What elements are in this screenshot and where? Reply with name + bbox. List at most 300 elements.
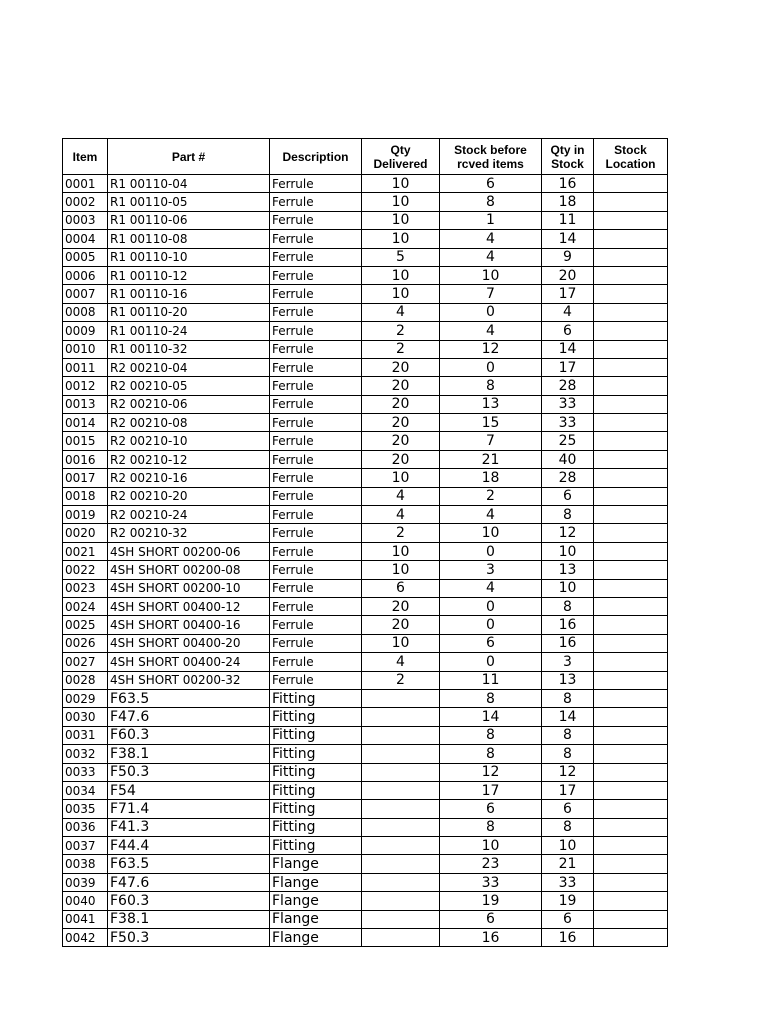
cell-qty-delivered (362, 800, 440, 818)
table-row (63, 910, 668, 928)
cell-item: 0039 (63, 873, 108, 891)
cell-qty-delivered: 20 (362, 395, 440, 413)
cell-stock-location (594, 432, 668, 450)
cell-stock-location (594, 929, 668, 947)
table-row (63, 322, 668, 340)
cell-description: Fitting (270, 726, 362, 744)
cell-qty-in-stock: 11 (542, 211, 594, 229)
cell-stock-before: 1 (440, 211, 542, 229)
cell-qty-in-stock: 33 (542, 873, 594, 891)
cell-part-number: F44.4 (108, 837, 270, 855)
cell-stock-location (594, 487, 668, 505)
cell-part-number: F54 (108, 781, 270, 799)
table-row (63, 763, 668, 781)
inventory-table (62, 138, 668, 947)
cell-item: 0009 (63, 322, 108, 340)
cell-qty-in-stock: 33 (542, 414, 594, 432)
cell-stock-location (594, 781, 668, 799)
header-stock-before: Stock before rcved items (440, 139, 542, 175)
table-row (63, 616, 668, 634)
cell-qty-delivered (362, 910, 440, 928)
cell-qty-in-stock: 6 (542, 800, 594, 818)
cell-part-number: F41.3 (108, 818, 270, 836)
cell-item: 0033 (63, 763, 108, 781)
cell-description: Fitting (270, 745, 362, 763)
cell-qty-in-stock: 33 (542, 395, 594, 413)
cell-stock-location (594, 837, 668, 855)
cell-stock-before: 3 (440, 561, 542, 579)
cell-item: 0012 (63, 377, 108, 395)
cell-description: Flange (270, 910, 362, 928)
cell-qty-delivered: 4 (362, 506, 440, 524)
cell-stock-location (594, 579, 668, 597)
cell-qty-delivered (362, 929, 440, 947)
cell-stock-before: 6 (440, 910, 542, 928)
cell-part-number: F38.1 (108, 910, 270, 928)
table-row (63, 800, 668, 818)
cell-item: 0013 (63, 395, 108, 413)
cell-description: Fitting (270, 818, 362, 836)
cell-part-number: R1 00110-24 (108, 322, 270, 340)
cell-stock-before: 13 (440, 395, 542, 413)
cell-description: Ferrule (270, 561, 362, 579)
table-row (63, 542, 668, 560)
cell-qty-in-stock: 14 (542, 708, 594, 726)
cell-stock-before: 10 (440, 837, 542, 855)
cell-qty-in-stock: 40 (542, 450, 594, 468)
cell-stock-before: 12 (440, 763, 542, 781)
table-row (63, 432, 668, 450)
cell-stock-location (594, 450, 668, 468)
cell-part-number: R2 00210-08 (108, 414, 270, 432)
cell-part-number: F47.6 (108, 873, 270, 891)
table-row (63, 745, 668, 763)
table-row (63, 708, 668, 726)
table-row (63, 929, 668, 947)
cell-qty-in-stock: 16 (542, 929, 594, 947)
cell-item: 0029 (63, 689, 108, 707)
table-row (63, 340, 668, 358)
cell-qty-in-stock: 18 (542, 193, 594, 211)
cell-qty-delivered: 10 (362, 469, 440, 487)
cell-description: Ferrule (270, 248, 362, 266)
table-row (63, 193, 668, 211)
cell-qty-in-stock: 16 (542, 175, 594, 193)
cell-item: 0024 (63, 597, 108, 615)
cell-stock-before: 0 (440, 616, 542, 634)
cell-qty-delivered: 4 (362, 487, 440, 505)
cell-part-number: R1 00110-10 (108, 248, 270, 266)
cell-description: Ferrule (270, 597, 362, 615)
cell-part-number: 4SH SHORT 00400-16 (108, 616, 270, 634)
cell-description: Flange (270, 892, 362, 910)
table-row (63, 671, 668, 689)
cell-qty-delivered: 10 (362, 266, 440, 284)
cell-qty-in-stock: 13 (542, 561, 594, 579)
table-row (63, 634, 668, 652)
cell-part-number: 4SH SHORT 00400-12 (108, 597, 270, 615)
table-row (63, 726, 668, 744)
cell-qty-delivered (362, 726, 440, 744)
cell-qty-delivered: 2 (362, 322, 440, 340)
table-row (63, 285, 668, 303)
cell-stock-location (594, 708, 668, 726)
cell-stock-location (594, 800, 668, 818)
cell-stock-location (594, 211, 668, 229)
cell-qty-delivered (362, 708, 440, 726)
table-row (63, 303, 668, 321)
cell-stock-location (594, 414, 668, 432)
table-row (63, 892, 668, 910)
header-part-number: Part # (108, 139, 270, 175)
cell-qty-in-stock: 4 (542, 303, 594, 321)
cell-stock-before: 4 (440, 579, 542, 597)
cell-stock-location (594, 377, 668, 395)
cell-stock-before: 11 (440, 671, 542, 689)
cell-item: 0028 (63, 671, 108, 689)
table-body (63, 175, 668, 947)
cell-stock-location (594, 266, 668, 284)
cell-qty-delivered: 10 (362, 542, 440, 560)
cell-part-number: F63.5 (108, 689, 270, 707)
cell-stock-before: 8 (440, 726, 542, 744)
cell-stock-before: 10 (440, 266, 542, 284)
cell-qty-in-stock: 12 (542, 524, 594, 542)
cell-stock-before: 33 (440, 873, 542, 891)
cell-stock-location (594, 892, 668, 910)
cell-qty-delivered (362, 818, 440, 836)
cell-description: Ferrule (270, 377, 362, 395)
cell-stock-before: 8 (440, 745, 542, 763)
cell-stock-location (594, 763, 668, 781)
cell-description: Ferrule (270, 414, 362, 432)
cell-item: 0026 (63, 634, 108, 652)
cell-stock-location (594, 561, 668, 579)
cell-item: 0002 (63, 193, 108, 211)
cell-part-number: R2 00210-04 (108, 358, 270, 376)
cell-stock-location (594, 285, 668, 303)
cell-stock-before: 10 (440, 524, 542, 542)
cell-qty-in-stock: 14 (542, 230, 594, 248)
cell-qty-delivered: 6 (362, 579, 440, 597)
cell-stock-location (594, 340, 668, 358)
cell-part-number: F63.5 (108, 855, 270, 873)
cell-item: 0004 (63, 230, 108, 248)
cell-part-number: F60.3 (108, 726, 270, 744)
cell-part-number: F50.3 (108, 929, 270, 947)
cell-stock-before: 15 (440, 414, 542, 432)
cell-description: Flange (270, 929, 362, 947)
cell-stock-location (594, 175, 668, 193)
cell-item: 0006 (63, 266, 108, 284)
cell-qty-delivered (362, 892, 440, 910)
cell-part-number: R1 00110-04 (108, 175, 270, 193)
cell-qty-delivered: 10 (362, 230, 440, 248)
cell-qty-delivered (362, 855, 440, 873)
cell-description: Ferrule (270, 671, 362, 689)
table-row (63, 781, 668, 799)
cell-qty-delivered (362, 763, 440, 781)
cell-description: Ferrule (270, 524, 362, 542)
cell-part-number: 4SH SHORT 00200-06 (108, 542, 270, 560)
table-row (63, 506, 668, 524)
cell-stock-location (594, 469, 668, 487)
cell-description: Ferrule (270, 634, 362, 652)
cell-qty-delivered (362, 745, 440, 763)
cell-qty-in-stock: 6 (542, 910, 594, 928)
cell-stock-location (594, 524, 668, 542)
cell-part-number: R2 00210-20 (108, 487, 270, 505)
cell-qty-in-stock: 25 (542, 432, 594, 450)
cell-description: Ferrule (270, 653, 362, 671)
cell-item: 0018 (63, 487, 108, 505)
cell-description: Ferrule (270, 358, 362, 376)
cell-description: Ferrule (270, 266, 362, 284)
cell-qty-delivered: 20 (362, 358, 440, 376)
cell-part-number: R2 00210-12 (108, 450, 270, 468)
table-header (63, 139, 668, 175)
table-row (63, 653, 668, 671)
cell-part-number: R2 00210-10 (108, 432, 270, 450)
cell-stock-location (594, 873, 668, 891)
cell-qty-delivered: 2 (362, 340, 440, 358)
cell-stock-before: 23 (440, 855, 542, 873)
cell-item: 0041 (63, 910, 108, 928)
cell-qty-in-stock: 17 (542, 781, 594, 799)
cell-description: Fitting (270, 800, 362, 818)
table-row (63, 266, 668, 284)
cell-stock-before: 14 (440, 708, 542, 726)
cell-item: 0005 (63, 248, 108, 266)
table-row (63, 377, 668, 395)
cell-part-number: F71.4 (108, 800, 270, 818)
table-row (63, 211, 668, 229)
cell-stock-before: 12 (440, 340, 542, 358)
table-row (63, 414, 668, 432)
cell-stock-location (594, 542, 668, 560)
cell-qty-in-stock: 9 (542, 248, 594, 266)
cell-item: 0007 (63, 285, 108, 303)
cell-part-number: F38.1 (108, 745, 270, 763)
cell-item: 0036 (63, 818, 108, 836)
cell-description: Ferrule (270, 395, 362, 413)
cell-stock-before: 0 (440, 597, 542, 615)
cell-item: 0010 (63, 340, 108, 358)
cell-qty-delivered: 20 (362, 450, 440, 468)
cell-description: Fitting (270, 708, 362, 726)
cell-qty-delivered: 4 (362, 303, 440, 321)
cell-qty-in-stock: 8 (542, 745, 594, 763)
cell-stock-before: 6 (440, 634, 542, 652)
cell-part-number: R2 00210-24 (108, 506, 270, 524)
cell-qty-in-stock: 14 (542, 340, 594, 358)
cell-qty-in-stock: 28 (542, 469, 594, 487)
cell-stock-location (594, 689, 668, 707)
cell-description: Ferrule (270, 432, 362, 450)
cell-qty-in-stock: 10 (542, 542, 594, 560)
cell-description: Ferrule (270, 285, 362, 303)
cell-qty-delivered: 10 (362, 285, 440, 303)
cell-description: Ferrule (270, 469, 362, 487)
cell-stock-before: 0 (440, 358, 542, 376)
cell-qty-in-stock: 8 (542, 818, 594, 836)
cell-qty-in-stock: 19 (542, 892, 594, 910)
cell-stock-before: 16 (440, 929, 542, 947)
table-row (63, 855, 668, 873)
header-qty-in-stock: Qty in Stock (542, 139, 594, 175)
cell-qty-in-stock: 17 (542, 285, 594, 303)
cell-qty-in-stock: 28 (542, 377, 594, 395)
table-row (63, 175, 668, 193)
cell-part-number: 4SH SHORT 00200-08 (108, 561, 270, 579)
header-item: Item (63, 139, 108, 175)
cell-stock-before: 8 (440, 818, 542, 836)
cell-stock-before: 0 (440, 542, 542, 560)
cell-stock-before: 4 (440, 506, 542, 524)
cell-qty-delivered: 10 (362, 193, 440, 211)
cell-item: 0016 (63, 450, 108, 468)
cell-stock-location (594, 248, 668, 266)
cell-qty-delivered: 20 (362, 616, 440, 634)
cell-item: 0008 (63, 303, 108, 321)
cell-stock-location (594, 597, 668, 615)
cell-stock-location (594, 230, 668, 248)
cell-qty-delivered: 2 (362, 524, 440, 542)
cell-stock-before: 19 (440, 892, 542, 910)
cell-qty-in-stock: 6 (542, 487, 594, 505)
cell-part-number: 4SH SHORT 00400-20 (108, 634, 270, 652)
table-row (63, 837, 668, 855)
cell-part-number: R1 00110-12 (108, 266, 270, 284)
cell-stock-location (594, 193, 668, 211)
cell-item: 0032 (63, 745, 108, 763)
cell-description: Ferrule (270, 303, 362, 321)
cell-part-number: R2 00210-32 (108, 524, 270, 542)
cell-stock-before: 6 (440, 175, 542, 193)
cell-qty-in-stock: 8 (542, 689, 594, 707)
cell-stock-before: 17 (440, 781, 542, 799)
cell-qty-in-stock: 16 (542, 616, 594, 634)
cell-qty-delivered: 4 (362, 653, 440, 671)
table-row (63, 689, 668, 707)
cell-item: 0022 (63, 561, 108, 579)
cell-item: 0014 (63, 414, 108, 432)
cell-stock-location (594, 818, 668, 836)
cell-item: 0001 (63, 175, 108, 193)
cell-part-number: R2 00210-06 (108, 395, 270, 413)
cell-part-number: R2 00210-05 (108, 377, 270, 395)
cell-description: Ferrule (270, 340, 362, 358)
cell-item: 0025 (63, 616, 108, 634)
cell-qty-delivered (362, 689, 440, 707)
cell-description: Ferrule (270, 542, 362, 560)
cell-description: Fitting (270, 781, 362, 799)
cell-qty-in-stock: 20 (542, 266, 594, 284)
table-row (63, 395, 668, 413)
cell-stock-location (594, 726, 668, 744)
cell-stock-location (594, 322, 668, 340)
cell-stock-before: 7 (440, 432, 542, 450)
cell-stock-before: 4 (440, 322, 542, 340)
cell-qty-delivered (362, 781, 440, 799)
cell-qty-in-stock: 8 (542, 726, 594, 744)
cell-item: 0017 (63, 469, 108, 487)
cell-part-number: 4SH SHORT 00200-32 (108, 671, 270, 689)
cell-qty-delivered: 20 (362, 414, 440, 432)
table-row (63, 230, 668, 248)
cell-qty-delivered: 2 (362, 671, 440, 689)
cell-qty-delivered: 10 (362, 634, 440, 652)
cell-description: Ferrule (270, 506, 362, 524)
cell-item: 0019 (63, 506, 108, 524)
cell-qty-in-stock: 6 (542, 322, 594, 340)
table-row (63, 450, 668, 468)
cell-stock-before: 0 (440, 303, 542, 321)
cell-qty-in-stock: 12 (542, 763, 594, 781)
cell-stock-location (594, 653, 668, 671)
cell-part-number: R1 00110-20 (108, 303, 270, 321)
cell-part-number: R2 00210-16 (108, 469, 270, 487)
header-stock-location: Stock Location (594, 139, 668, 175)
cell-description: Flange (270, 855, 362, 873)
header-description: Description (270, 139, 362, 175)
cell-item: 0031 (63, 726, 108, 744)
cell-item: 0030 (63, 708, 108, 726)
table-row (63, 561, 668, 579)
cell-item: 0038 (63, 855, 108, 873)
cell-stock-location (594, 506, 668, 524)
cell-stock-before: 0 (440, 653, 542, 671)
table-row (63, 873, 668, 891)
cell-description: Fitting (270, 763, 362, 781)
cell-part-number: R1 00110-32 (108, 340, 270, 358)
cell-item: 0037 (63, 837, 108, 855)
cell-description: Ferrule (270, 230, 362, 248)
cell-stock-location (594, 910, 668, 928)
table-row (63, 487, 668, 505)
cell-item: 0034 (63, 781, 108, 799)
cell-part-number: 4SH SHORT 00200-10 (108, 579, 270, 597)
table-row (63, 358, 668, 376)
cell-stock-location (594, 303, 668, 321)
cell-stock-location (594, 616, 668, 634)
cell-stock-before: 8 (440, 377, 542, 395)
cell-description: Ferrule (270, 487, 362, 505)
cell-qty-delivered (362, 873, 440, 891)
cell-qty-in-stock: 21 (542, 855, 594, 873)
cell-stock-before: 8 (440, 193, 542, 211)
cell-item: 0042 (63, 929, 108, 947)
cell-qty-in-stock: 3 (542, 653, 594, 671)
cell-item: 0035 (63, 800, 108, 818)
table-row (63, 248, 668, 266)
table-row (63, 818, 668, 836)
cell-qty-delivered: 20 (362, 377, 440, 395)
cell-description: Ferrule (270, 211, 362, 229)
header-row (63, 139, 668, 175)
cell-qty-in-stock: 16 (542, 634, 594, 652)
cell-description: Ferrule (270, 193, 362, 211)
cell-qty-delivered: 10 (362, 175, 440, 193)
cell-stock-before: 21 (440, 450, 542, 468)
cell-stock-before: 4 (440, 230, 542, 248)
cell-qty-delivered: 5 (362, 248, 440, 266)
cell-stock-before: 2 (440, 487, 542, 505)
cell-part-number: R1 00110-06 (108, 211, 270, 229)
cell-stock-location (594, 634, 668, 652)
cell-stock-location (594, 745, 668, 763)
cell-item: 0011 (63, 358, 108, 376)
